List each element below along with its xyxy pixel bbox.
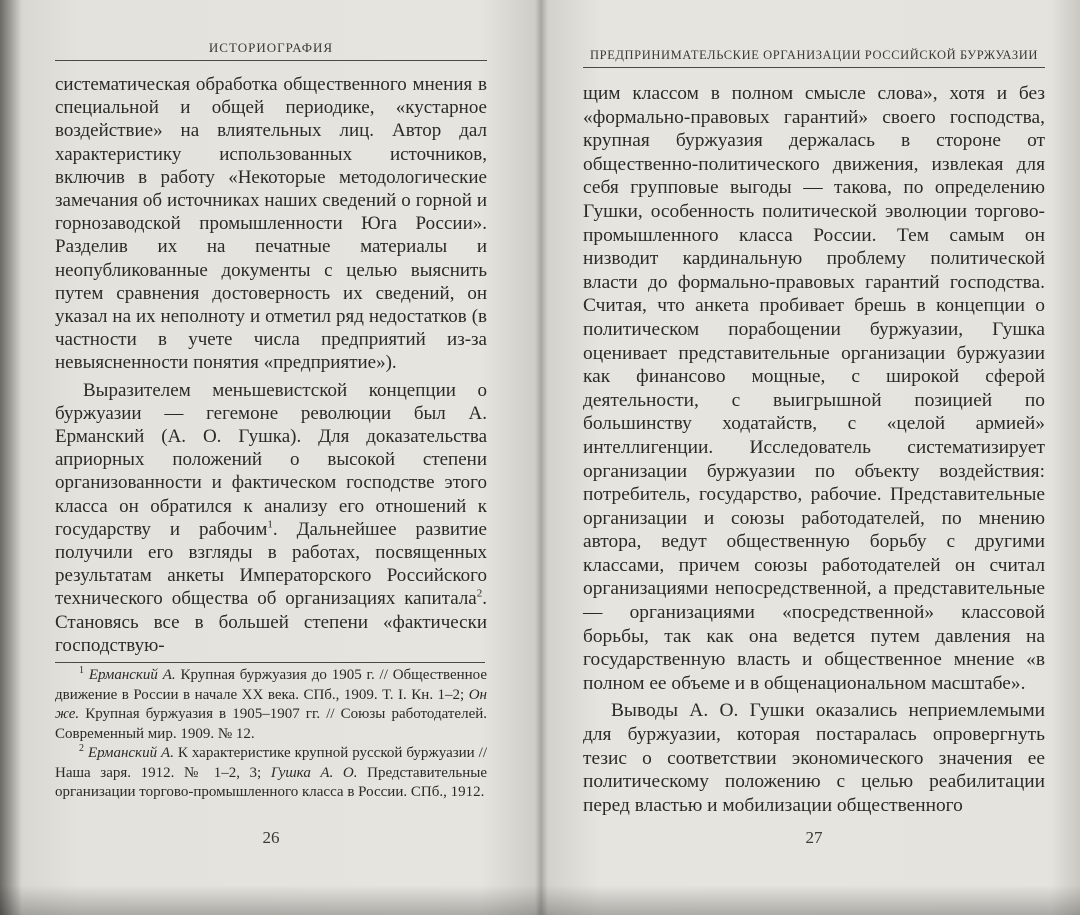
running-head-right: ПРЕДПРИНИМАТЕЛЬСКИЕ ОРГАНИЗАЦИИ РОССИЙСКОЙ БУРЖУАЗИИ — [583, 48, 1045, 68]
footnote-author: Ерманский А. — [88, 667, 176, 683]
footnote-number: 2 — [79, 743, 84, 754]
footnote-mark[interactable]: 2 — [476, 588, 483, 601]
paragraph: систематическая обработка общественного мнения в специальной и общей периодике, «кустарное воздействие» на влиятельных лиц. Автор дал характеристику использованных источников, включив в работу «Некоторые методологические замечания об источниках наших сведений о горной и горнозаводской промышленности Юга России». Разделив их на печатные материалы и неопубликованные документы с целью выяснить путем сравнения достоверность их сведений, он указал на их неполноту и отметил ряд недостатков (в частности в учете числа предприятий из-за невыясненности понятия «предприятие»). — [55, 74, 487, 374]
paragraph — [55, 379, 487, 657]
page-number-left: 26 — [262, 828, 280, 847]
footnote-text: К характеристике крупной русской буржуазии // Наша заря. 1912. № 1–2, 3; — [55, 745, 488, 781]
paragraph: щим классом в полном смысле слова», хотя и без «формально-правовых гарантий» своего господства, крупная буржуазия держалась в стороне от общественно-политического движения, извлекая для себя групповые выгоды — такова, по определению Гушки, особенность политической эволюции торгово-промышленного класса России. Тем самым он низводит кардинальную проблему политической власти до формально-правовых гарантий господства. Считая, что анкета пробивает брешь в концепции о политическом порабощении буржуазии, Гушка оценивает представительные организации буржуазии как финансово мощные, с широкой сферой деятельности, с выигрышной позицией по большинству ходатайств, с «целой армией» интеллигенции. Исследователь систематизирует организации буржуазии по объекту воздействия: потребитель, государство, рабочие. Представительные организации и союзы работодателей, по мнению автора, ведут общественную борьбу с другими классами, причем союзы работодателей он считал организациями непосредственной, а представительные — организациями «посредственной» классовой борьбы, так как она ведется путем давления на государственную власть и общественное мнение «в полном ее объеме и в общенациональном масштабе». — [583, 83, 1045, 694]
paragraph-text: Выразителем меньшевистской концепции о буржуазии — гегемоне революции был А. Ерманский (А. О. Гушка). Для доказательства априорных положений о высокой степени организованности и фактическом господстве этого класса он обратился к анализу его отношений к государству и рабочим — [55, 379, 487, 540]
footnote-author: Гушка А. О. — [270, 764, 358, 781]
right-page-body — [583, 82, 1045, 817]
footnote-text: Крупная буржуазия до 1905 г. // Общественное движение в России в начале XX века. СПб., 1909. Т. I. Кн. 1–2; — [55, 667, 488, 703]
footnote-author: Он же. — [55, 686, 487, 722]
paragraph-text: . Становясь все в большей степени «фактически господствую- — [55, 588, 487, 656]
footnote-mark[interactable]: 1 — [267, 518, 273, 531]
page-number-right: 27 — [805, 828, 823, 847]
footnote-2 — [55, 744, 487, 803]
paragraph-text: . Дальнейшее развитие получили его взгляды в работах, посвященных результатам анкеты Императорского Российского технического общества об организациях капитала — [55, 518, 487, 610]
footnotes — [55, 666, 487, 803]
footnote-author: Ерманский А. — [87, 745, 174, 761]
footnote-separator — [55, 662, 485, 663]
footnote-text: Крупная буржуазия в 1905–1907 гг. // Союзы работодателей. Современный мир. 1909. № 12. — [55, 706, 487, 742]
footnote-1 — [55, 666, 487, 744]
footnote-text: Представительные организации торгово-промышленного класса в России. СПб., 1912. — [55, 764, 487, 800]
left-page-body — [55, 73, 487, 657]
running-head-left: ИСТОРИОГРАФИЯ — [55, 40, 487, 61]
footnote-number: 1 — [79, 665, 84, 676]
paragraph: Выводы А. О. Гушки оказались неприемлемыми для буржуазии, которая постаралась опровергнуть тезис о соответствии экономического значения ее политическому положению с целью реабилитации перед властью и мобилизации общественного — [583, 700, 1045, 816]
